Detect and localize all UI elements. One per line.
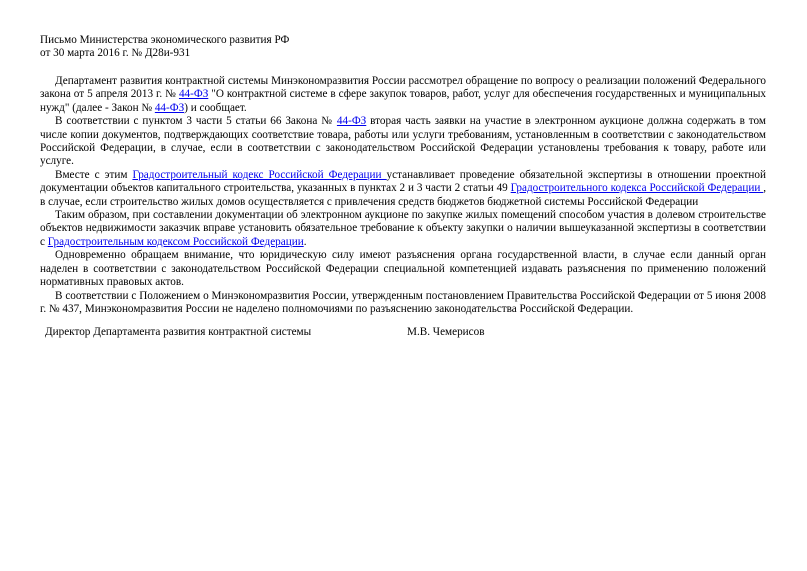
paragraph-2-text-1: В соответствии с пунктом 3 части 5 статьи 66 Закона № [55, 115, 337, 128]
document-title: Письмо Министерства экономического развития РФ [40, 34, 290, 46]
urban-planning-code-link[interactable]: Градостроительный кодекс Российской Федерации [132, 168, 387, 181]
signature-title: Директор Департамента развития контрактной системы [45, 326, 312, 338]
paragraph-1-text-1: Департамент развития контрактной системы Минэкономразвития России рассмотрел обращение по вопросу о реализации положений Федерального закона от 5 апреля 2013 г. № [40, 75, 766, 101]
document-date: от 30 марта 2016 г. № Д28и-931 [40, 47, 191, 60]
law-44fz-link[interactable]: 44-ФЗ [336, 115, 367, 128]
paragraph-4-text-1: Таким образом, при составлении документации об электронном аукционе по закупке жилых помещений способом участия в долевом строительстве объектов недвижимости заказчик вправе установить обязательное требование к объекту закупки о наличии вышеуказанной экспертизы в соответствии с [40, 209, 766, 248]
paragraph-3-text-2: устанавливает проведение обязательной экспертизы в отношении проектной документации объектов капитального строительства, указанных в пунктах 2 и 3 части 2 статьи 49 [40, 168, 766, 195]
paragraph-4 [40, 209, 766, 249]
urban-planning-code-link[interactable]: Градостроительным кодексом Российской Федерации [47, 235, 304, 248]
paragraph-4-text-2: . [303, 235, 307, 248]
document-body [40, 75, 766, 316]
urban-planning-code-link[interactable]: Градостроительного кодекса Российской Федерации [510, 182, 764, 195]
paragraph-5-text-1: Одновременно обращаем внимание, что юридическую силу имеют разъяснения органа государственной власти, в случае если данный орган наделен в соответствии с законодательством Российской Федерации специальной компетенцией издавать разъяснения по применению положений нормативных правовых актов. [40, 249, 766, 289]
document-header [40, 34, 289, 61]
signature-name: М.В. Чемерисов [407, 326, 485, 338]
paragraph-2 [40, 115, 766, 169]
law-44fz-link[interactable]: 44-ФЗ [154, 101, 185, 114]
paragraph-1 [40, 75, 766, 115]
paragraph-6 [40, 290, 766, 317]
paragraph-5 [40, 249, 766, 289]
paragraph-2-text-2: вторая часть заявки на участие в электронном аукционе должна содержать в том числе копии документов, подтверждающих соответствие товара, работы или услуги требованиям, установленным в соответствии с законодательством Российской Федерации, в случае, если в соответствии с законодательством Российской Федерации установлены требования к товару, работе или услуге. [40, 115, 767, 168]
paragraph-3-text-1: Вместе с этим [55, 168, 133, 181]
paragraph-1-text-2: "О контрактной системе в сфере закупок товаров, работ, услуг для обеспечения государственных и муниципальных нужд" (далее - Закон № [40, 88, 766, 114]
paragraph-3 [40, 169, 766, 209]
paragraph-3-text-3: , в случае, если строительство жилых домов осуществляется с привлечения средств бюджетов бюджетной системы Российской Федерации [40, 182, 766, 208]
paragraph-6-text-1: В соответствии с Положением о Минэкономразвития России, утвержденным постановлением Правительства Российской Федерации от 5 июня 2008 г. № 437, Минэкономразвития России не наделено полномочиями по разъяснению законодательства Российской Федерации. [40, 289, 766, 315]
law-44fz-link[interactable]: 44-ФЗ [178, 88, 209, 101]
paragraph-1-text-3: ) и сообщает. [184, 101, 247, 114]
